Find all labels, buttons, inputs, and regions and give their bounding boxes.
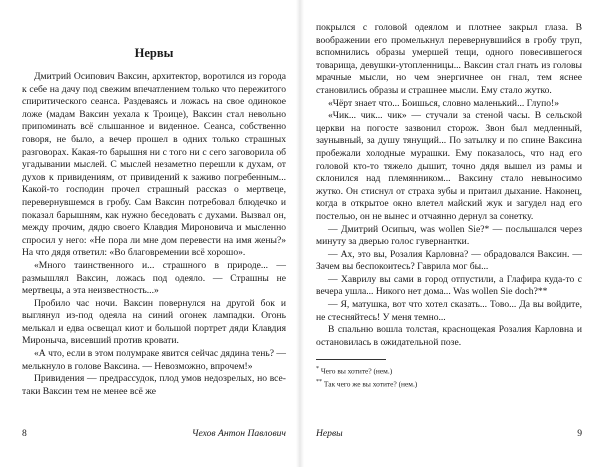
page-number: 9 [577,428,582,439]
page-number: 8 [22,428,27,439]
running-head: Нервы [316,428,343,439]
left-footer [22,428,286,439]
footnote-mark: * [316,366,319,373]
paragraph: покрылся с головой одеялом и плотнее закрыл глаза. В воображении его промелькнул перевернувшийся в гробу труп, вспомнились образы умершей тещи, одного повесившегося товарища, девушки-утопленницы... Ваксин стал гнать из головы мрачные мысли, но чем энергичнее он гнал, тем яснее становились образы и страшнее мысли. Ему стало жутко. [316,22,582,96]
paragraph: «Чик... чик... чик» — стучали за стеной часы. В сельской церкви на погосте зазвонил сторож. Звон был медленный, заунывный, за душу тянущий... По затылку и по спине Ваксина пробежали холодные мурашки. Ему показалось, что над его головой кто-то тяжело дышит, точно дядя вышел из рамы и склонился над племянником... Ваксину стало невыносимо жутко. Он стиснул от страха зубы и притаил дыхание. Наконец, когда в открытое окно влетел майский жук и загудел над его постелью, он не вынес и отчаянно дернул за сонетку. [316,110,582,222]
footnote [316,364,582,376]
paragraph: «А что, если в этом полумраке явится сейчас дядина тень? — мелькнуло в голове Ваксина. — Невозможно, впрочем!» [22,348,286,372]
paragraph: — Дмитрий Осипыч, was wollen Sie?* — послышался через минуту за дверью голос гувернантки. [316,223,582,248]
footnote-mark: ** [316,378,322,385]
story-title: Нервы [134,46,174,60]
footnote-rule [316,359,386,360]
paragraph: Пробило час ночи. Ваксин повернулся на другой бок и выглянул из-под одеяла на синий огонек лампадки. Огонь мелькал и едва освещал киот и большой портрет дяди Клавдия Мироныча, висевший против кровати. [22,297,286,347]
paragraph: Дмитрий Осипович Ваксин, архитектор, воротился из города к себе на дачу под свежим впечатлением только что пережитого спиритического сеанса. Раздеваясь и ложась на свое одинокое ложе (мадам Ваксин уехала к Троице), Ваксин стал невольно припоминать всё слышанное и виденное. Сеанса, собственно говоря, не было, а вечер прошел в одних только страшных разговорах. Какая-то барышня ни с того ни с сего заговорила об угадывании мыслей. С мыслей незаметно перешли к духам, от духов к привидениям, от привидений к заживо погребенным... Какой-то господин прочел страшный рассказ о мертвеце, перевернувшемся в гробу. Сам Ваксин потребовал блюдечко и показал барышням, как нужно беседовать с духами. Вызвал он, между прочим, дядю своего Клавдия Мироновича и мысленно спросил у него: «Не пора ли мне дом перевести на имя жены?» На что дядя ответил: «Во благовремении всё хорошо». [22,71,286,259]
paragraph: «Много таинственного и... страшного в природе... — размышлял Ваксин, ложась под одеяло. — Страшны не мертвецы, а эта неизвестность...» [22,259,286,297]
paragraph: — Я, матушка, вот что хотел сказать... Тово... Да вы войдите, не стесняйтесь! У меня темно... [316,299,582,323]
footnote-text: Так чего же вы хотите? (нем.) [323,379,418,389]
paragraph: — Хаврилу вы сами в город отпустили, а Глафира куда-то с вечера ушла... Никого нет дома... Was wollen Sie doch?** [316,273,582,298]
footnote-text: Чего вы хотите? (нем.) [320,366,393,376]
right-footer [316,428,582,439]
footnote [316,377,582,389]
paragraph: — Ах, это вы, Розалия Карловна? — обрадовался Ваксин. — Зачем вы беспокоитесь? Гаврила мог бы... [316,248,582,273]
paragraph: В спальню вошла толстая, краснощекая Розалия Карловна и остановилась в ожидательной позе. [316,324,582,348]
paragraph: «Чёрт знает что... Боишься, словно маленький... Глупо!» [328,97,559,109]
right-page [300,0,600,467]
paragraph: Привидения — предрассудок, плод умов недозрелых, но все-таки Ваксин тем не менее всё же [22,373,286,397]
running-head: Чехов Антон Павлович [191,428,286,439]
